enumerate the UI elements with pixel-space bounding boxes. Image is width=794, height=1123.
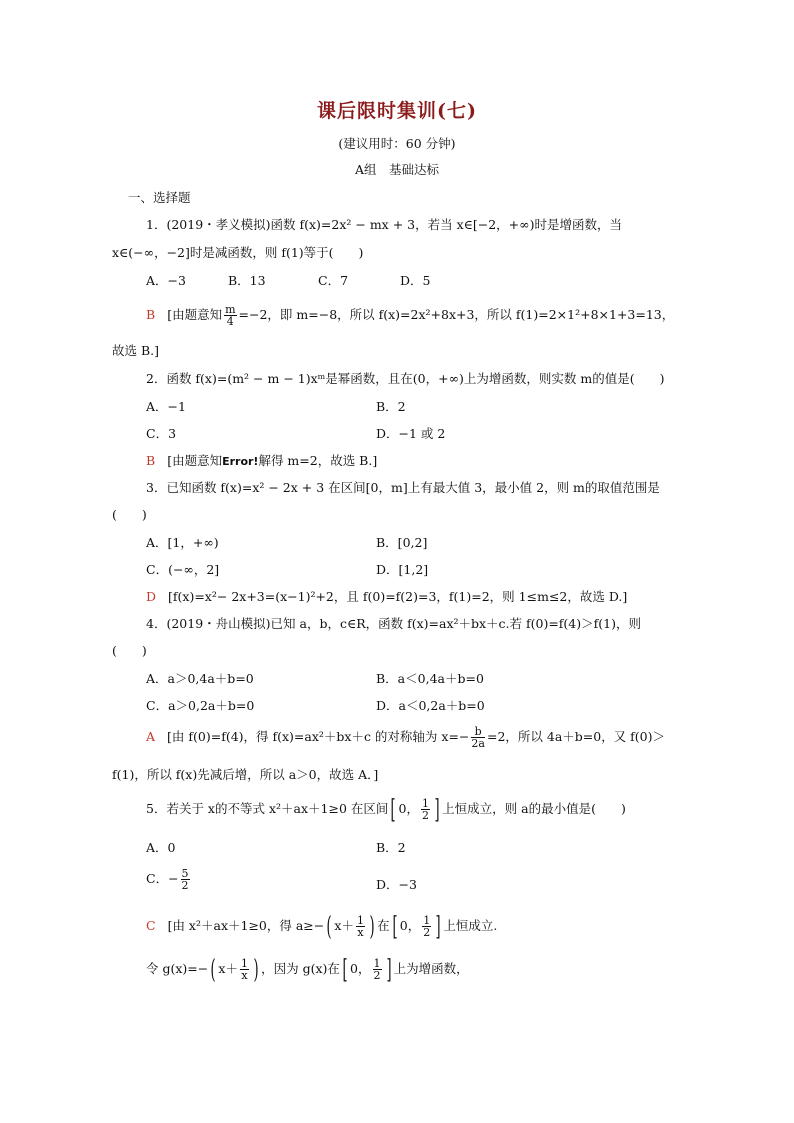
q2-option-c: C．3 — [146, 426, 177, 441]
q1-solution — [146, 304, 674, 327]
q3-stem-line1: 3．已知函数 f(x)=x² − 2x + 3 在区间[0，m]上有最大值 3，最小值 2，则 m的取值范围是 — [146, 480, 660, 495]
q2-answer-letter: B — [146, 453, 156, 468]
q1-solution-text: [由题意知 — [167, 307, 223, 322]
q5-option-a: A．0 — [146, 840, 176, 855]
q5-option-d: D．−3 — [376, 877, 417, 892]
q4-option-d: D．a＜0,2a＋b=0 — [376, 698, 485, 713]
q4-stem-line1: 4．(2019・舟山模拟)已知 a，b，c∈R，函数 f(x)=ax²＋bx＋c.若 f(0)=f(4)＞f(1)，则 — [146, 616, 641, 631]
q1-option-d: D．5 — [400, 273, 431, 288]
q1-fraction: $\frac{m}{4}$ — [225, 303, 236, 328]
q2-option-d: D．−1 或 2 — [376, 426, 446, 441]
q3-option-d: D．[1,2] — [376, 562, 429, 577]
q4-stem-line2: ( ) — [112, 643, 147, 658]
q1-option-a: A．−3 — [146, 273, 186, 288]
q3-option-b: B．[0,2] — [376, 535, 428, 550]
error-text: Error! — [222, 455, 259, 468]
q1-answer-letter: B — [146, 307, 156, 322]
q5-stem: 5．若关于 x的不等式 x²＋ax＋1≥0 在区间[ 0， $\frac{1}{2}$ ] 上恒成立，则 a的最小值是( ) — [146, 794, 626, 825]
page-title: 课后限时集训(七) — [317, 100, 477, 122]
q3-answer-letter: D — [146, 589, 157, 604]
time-note: (建议用时：60 分钟) — [338, 136, 456, 151]
q4-solution: A [由 f(0)=f(4)，得 f(x)=ax²＋bx＋c 的对称轴为 x=− $\frac{b}{2a}$ =2，所以 4a＋b=0，又 f(0)＞ — [146, 725, 666, 750]
q1-option-b: B．13 — [228, 273, 266, 288]
q4-fraction: $\frac{b}{2a}$ — [471, 725, 485, 750]
q3-option-c: C．(−∞，2] — [146, 562, 220, 577]
q1-solution-line2: 故选 B.] — [112, 343, 160, 358]
q2-option-b: B．2 — [376, 399, 406, 414]
group-label: A组 基础达标 — [354, 162, 440, 177]
q5-solution-line2: 令 g(x)=−( x＋ $\frac{1}{x}$ ) ，因为 g(x)在[ 0， $\frac{1}{2}$ ] 上为增函数， — [146, 954, 469, 985]
q5-option-b: B．2 — [376, 840, 406, 855]
q2-solution: B [由题意知Error!解得 m=2，故选 B.] — [146, 453, 378, 468]
q1-solution-text-2: =−2，即 m=−8，所以 f(x)=2x²+8x+3，所以 f(1)=2×1²+8×1+3=13， — [238, 307, 675, 322]
q2-stem: 2．函数 f(x)=(m² − m − 1)xᵐ是幂函数，且在(0，+∞)上为增函数，则实数 m的值是( ) — [146, 371, 665, 386]
q5-interval-fraction: $\frac{1}{2}$ — [421, 797, 429, 822]
q4-solution-line2: f(1)，所以 f(x)先减后增，所以 a＞0，故选 A．] — [112, 767, 379, 782]
q1-stem-line2: x∈(−∞，−2]时是减函数，则 f(1)等于( ) — [112, 245, 364, 260]
q1-option-c: C．7 — [318, 273, 349, 288]
q4-option-a: A．a＞0,4a＋b=0 — [146, 671, 254, 686]
q4-option-c: C．a＞0,2a＋b=0 — [146, 698, 255, 713]
q1-stem-line1: 1．(2019・孝义模拟)函数 f(x)=2x² − mx + 3，若当 x∈[−2，+∞)时是增函数，当 — [146, 217, 622, 232]
q2-option-a: A．−1 — [146, 399, 186, 414]
q5-answer-letter: C — [146, 918, 156, 933]
section-heading: 一、选择题 — [128, 190, 191, 205]
q3-option-a: A．[1，+∞) — [146, 535, 219, 550]
q3-stem-line2: ( ) — [112, 507, 147, 522]
q4-option-b: B．a＜0,4a＋b=0 — [376, 671, 484, 686]
q3-solution: D [f(x)=x²− 2x+3=(x−1)²+2，且 f(0)=f(2)=3，f(1)=2，则 1≤m≤2，故选 D.] — [146, 589, 628, 604]
q4-answer-letter: A — [146, 729, 156, 744]
q5-solution: C [由 x²＋ax＋1≥0，得 a≥−( x＋ $\frac{1}{x}$ ) 在[ 0， $\frac{1}{2}$ ] 上恒成立. — [146, 911, 498, 942]
q5-option-c: C．− $\frac{5}{2}$ — [146, 867, 189, 892]
